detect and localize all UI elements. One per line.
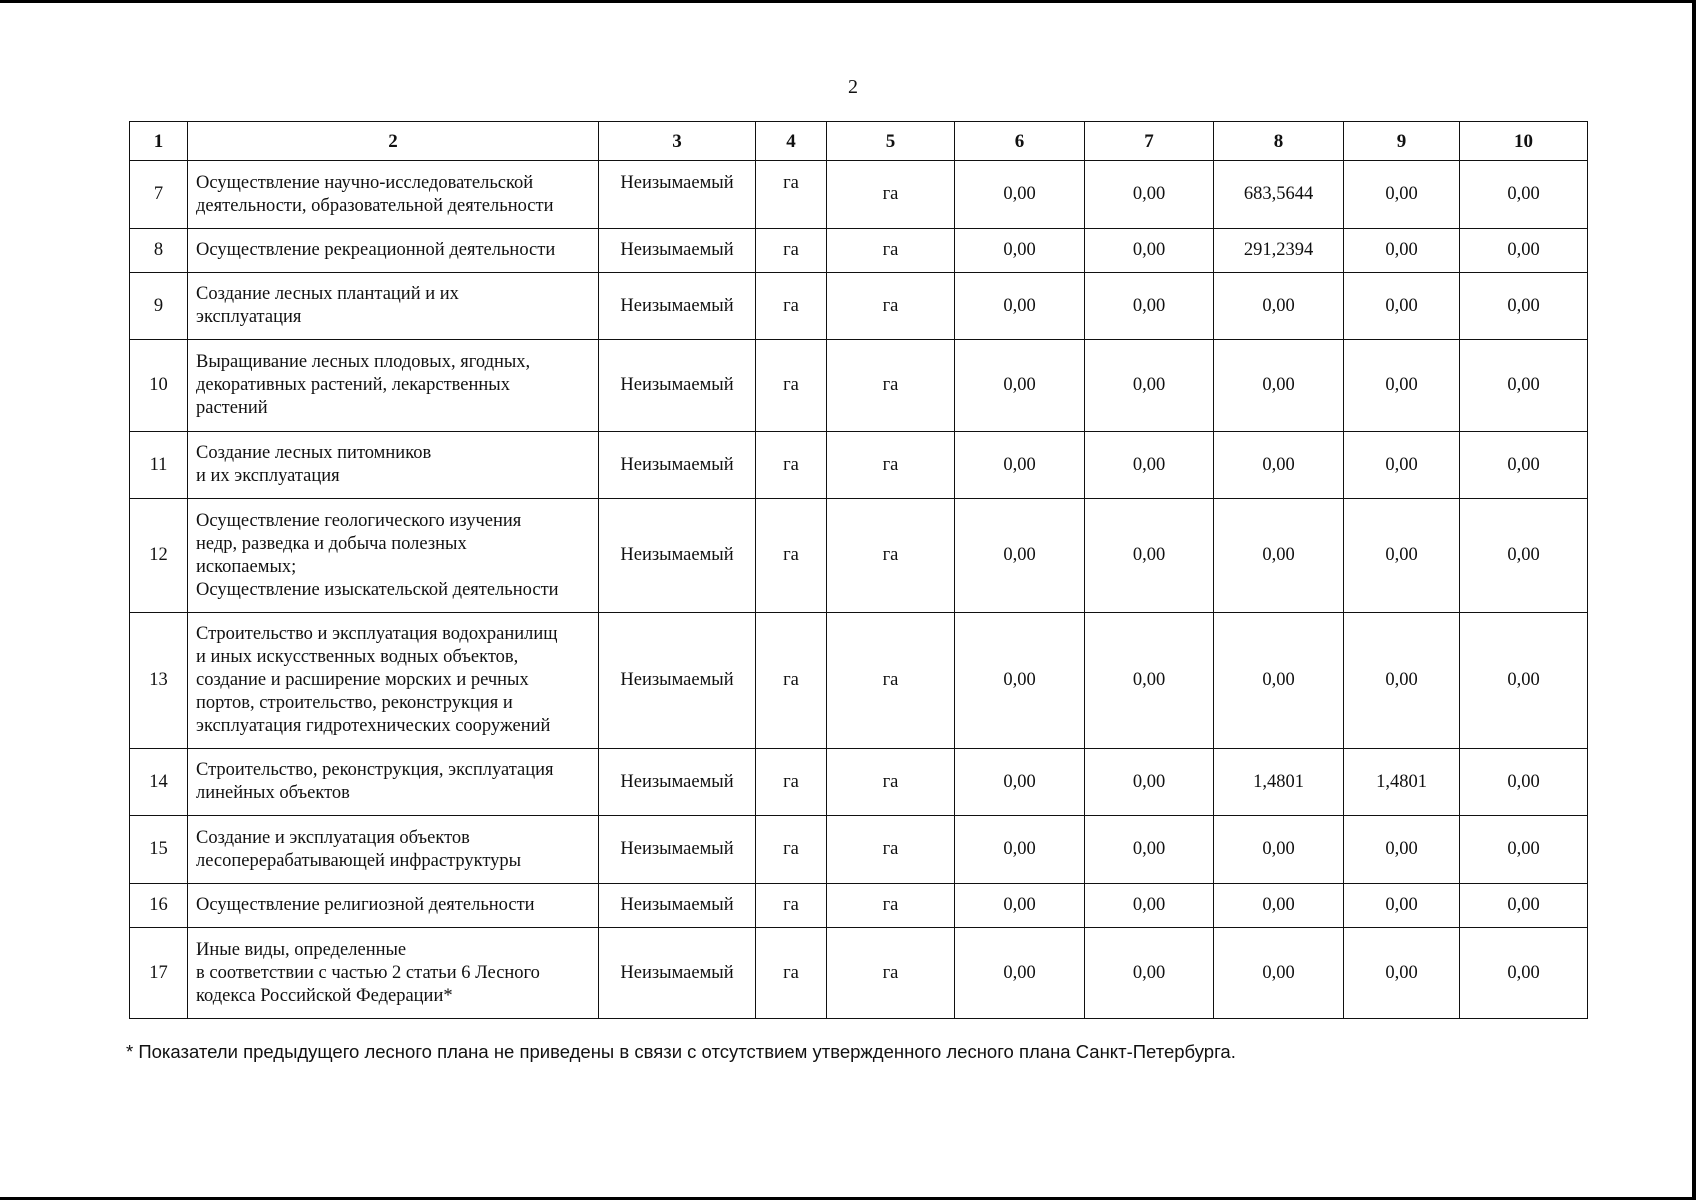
value-col8: 0,00: [1214, 273, 1344, 340]
column-header: 6: [955, 122, 1085, 161]
value-col6: 0,00: [955, 229, 1085, 273]
table-row: [130, 613, 1588, 749]
activity-name: [188, 432, 599, 499]
use-type: Неизымаемый: [599, 499, 756, 613]
value-col10: 0,00: [1460, 613, 1588, 749]
value-col7: 0,00: [1085, 340, 1214, 432]
activity-name-line: Создание лесных плантаций и их: [196, 284, 459, 304]
value-col6: 0,00: [955, 884, 1085, 928]
activity-name-line: Выращивание лесных плодовых, ягодных,: [196, 352, 531, 372]
row-number: 11: [130, 432, 188, 499]
value-col8: 291,2394: [1214, 229, 1344, 273]
row-number: 7: [130, 161, 188, 229]
value-col6: 0,00: [955, 161, 1085, 229]
value-col6: 0,00: [955, 928, 1085, 1019]
value-col7: 0,00: [1085, 161, 1214, 229]
value-col8: 683,5644: [1214, 161, 1344, 229]
row-number: 14: [130, 749, 188, 816]
value-col10: 0,00: [1460, 161, 1588, 229]
value-col10: 0,00: [1460, 884, 1588, 928]
row-number: 17: [130, 928, 188, 1019]
table-row: [130, 229, 1588, 273]
value-col10: 0,00: [1460, 499, 1588, 613]
table-row: [130, 928, 1588, 1019]
unit-col5: га: [827, 340, 955, 432]
activity-name: [188, 273, 599, 340]
value-col7: 0,00: [1085, 229, 1214, 273]
value-col7: 0,00: [1085, 884, 1214, 928]
table-row: [130, 340, 1588, 432]
activity-name: [188, 749, 599, 816]
value-col8: 1,4801: [1214, 749, 1344, 816]
value-col8: 0,00: [1214, 928, 1344, 1019]
activity-name: [188, 613, 599, 749]
row-number: 8: [130, 229, 188, 273]
value-col6: 0,00: [955, 499, 1085, 613]
value-col9: 0,00: [1344, 229, 1460, 273]
use-type: Неизымаемый: [599, 749, 756, 816]
unit-col4: га: [756, 613, 827, 749]
activity-name-line: декоративных растений, лекарственных: [196, 375, 510, 395]
unit-col5: га: [827, 884, 955, 928]
activity-name-line: создание и расширение морских и речных: [196, 670, 529, 690]
value-col8: 0,00: [1214, 340, 1344, 432]
unit-col4: га: [756, 749, 827, 816]
column-header: 1: [130, 122, 188, 161]
value-col7: 0,00: [1085, 928, 1214, 1019]
unit-col5: га: [827, 229, 955, 273]
value-col6: 0,00: [955, 432, 1085, 499]
unit-col5: га: [827, 816, 955, 884]
use-type: Неизымаемый: [599, 816, 756, 884]
activity-name: [188, 229, 599, 273]
table-row: [130, 161, 1588, 229]
activity-name: [188, 161, 599, 229]
value-col9: 0,00: [1344, 928, 1460, 1019]
value-col9: 0,00: [1344, 884, 1460, 928]
value-col7: 0,00: [1085, 432, 1214, 499]
unit-col4: га: [756, 161, 827, 229]
use-type: Неизымаемый: [599, 884, 756, 928]
unit-col4: га: [756, 432, 827, 499]
forest-use-table: [129, 121, 1588, 1019]
row-number: 12: [130, 499, 188, 613]
unit-col4: га: [756, 928, 827, 1019]
value-col9: 1,4801: [1344, 749, 1460, 816]
value-col8: 0,00: [1214, 884, 1344, 928]
activity-name-line: Создание и эксплуатация объектов: [196, 827, 470, 848]
use-type: Неизымаемый: [599, 161, 756, 229]
unit-col4: га: [756, 273, 827, 340]
value-col6: 0,00: [955, 749, 1085, 816]
use-type: Неизымаемый: [599, 928, 756, 1019]
value-col8: 0,00: [1214, 432, 1344, 499]
unit-col5: га: [827, 499, 955, 613]
column-header: 2: [188, 122, 599, 161]
activity-name-line: ископаемых;: [196, 556, 297, 577]
activity-name-line: недр, разведка и добыча полезных: [196, 533, 467, 554]
activity-name-line: Строительство и эксплуатация водохранилищ: [196, 624, 558, 644]
table-row: [130, 499, 1588, 613]
value-col6: 0,00: [955, 816, 1085, 884]
column-header: 10: [1460, 122, 1588, 161]
activity-name: [188, 816, 599, 884]
activity-name-line: в соответствии с частью 2 статьи 6 Лесного: [196, 962, 540, 983]
unit-col5: га: [827, 273, 955, 340]
table-row: [130, 884, 1588, 928]
activity-name-line: линейных объектов: [196, 783, 350, 803]
value-col8: 0,00: [1214, 613, 1344, 749]
activity-name-line: растений: [196, 398, 268, 418]
value-col9: 0,00: [1344, 613, 1460, 749]
use-type: Неизымаемый: [599, 613, 756, 749]
activity-name-line: Осуществление религиозной деятельности: [196, 895, 535, 915]
activity-name-line: и иных искусственных водных объектов,: [196, 647, 519, 667]
activity-name: [188, 499, 599, 613]
activity-name-line: эксплуатация гидротехнических сооружений: [196, 716, 551, 736]
use-type: Неизымаемый: [599, 432, 756, 499]
activity-name-line: Осуществление изыскательской деятельности: [196, 579, 559, 600]
unit-col4: га: [756, 816, 827, 884]
value-col10: 0,00: [1460, 340, 1588, 432]
activity-name: [188, 340, 599, 432]
activity-name-line: Осуществление геологического изучения: [196, 510, 522, 531]
unit-col4: га: [756, 229, 827, 273]
row-number: 13: [130, 613, 188, 749]
use-type: Неизымаемый: [599, 340, 756, 432]
value-col10: 0,00: [1460, 273, 1588, 340]
value-col10: 0,00: [1460, 432, 1588, 499]
activity-name: [188, 928, 599, 1019]
table-row: [130, 816, 1588, 884]
row-number: 9: [130, 273, 188, 340]
column-header: 4: [756, 122, 827, 161]
value-col7: 0,00: [1085, 613, 1214, 749]
activity-name-line: эксплуатация: [196, 307, 302, 327]
row-number: 15: [130, 816, 188, 884]
page-frame-top: [0, 0, 1696, 3]
value-col6: 0,00: [955, 273, 1085, 340]
activity-name-line: Осуществление рекреационной деятельности: [196, 240, 556, 260]
column-header: 9: [1344, 122, 1460, 161]
value-col7: 0,00: [1085, 499, 1214, 613]
unit-col4: га: [756, 499, 827, 613]
value-col10: 0,00: [1460, 928, 1588, 1019]
column-header: 3: [599, 122, 756, 161]
table-row: [130, 749, 1588, 816]
row-number: 10: [130, 340, 188, 432]
unit-col5: га: [827, 749, 955, 816]
value-col7: 0,00: [1085, 273, 1214, 340]
column-header: 8: [1214, 122, 1344, 161]
activity-name: [188, 884, 599, 928]
value-col8: 0,00: [1214, 816, 1344, 884]
value-col8: 0,00: [1214, 499, 1344, 613]
value-col9: 0,00: [1344, 340, 1460, 432]
value-col6: 0,00: [955, 340, 1085, 432]
value-col9: 0,00: [1344, 161, 1460, 229]
value-col7: 0,00: [1085, 816, 1214, 884]
footnote: * Показатели предыдущего лесного плана не приведены в связи с отсутствием утвержденного лесного плана Санкт-Петербурга.: [126, 1041, 1236, 1062]
unit-col4: га: [756, 340, 827, 432]
table-header-row: [130, 122, 1588, 161]
unit-col5: га: [827, 161, 955, 229]
value-col10: 0,00: [1460, 229, 1588, 273]
activity-name-line: Строительство, реконструкция, эксплуатация: [196, 760, 554, 780]
unit-col5: га: [827, 928, 955, 1019]
column-header: 5: [827, 122, 955, 161]
unit-col5: га: [827, 613, 955, 749]
table-row: [130, 432, 1588, 499]
use-type: Неизымаемый: [599, 273, 756, 340]
page-frame-right: [1692, 0, 1696, 1200]
value-col9: 0,00: [1344, 273, 1460, 340]
value-col9: 0,00: [1344, 816, 1460, 884]
activity-name-line: Осуществление научно-исследовательской: [196, 172, 534, 193]
value-col6: 0,00: [955, 613, 1085, 749]
activity-name-line: портов, строительство, реконструкция и: [196, 693, 513, 713]
unit-col4: га: [756, 884, 827, 928]
activity-name-line: и их эксплуатация: [196, 466, 340, 486]
value-col9: 0,00: [1344, 432, 1460, 499]
activity-name-line: кодекса Российской Федерации*: [196, 985, 453, 1006]
unit-col5: га: [827, 432, 955, 499]
activity-name-line: лесоперерабатывающей инфраструктуры: [196, 850, 522, 871]
value-col9: 0,00: [1344, 499, 1460, 613]
activity-name-line: Создание лесных питомников: [196, 443, 432, 463]
column-header: 7: [1085, 122, 1214, 161]
table-row: [130, 273, 1588, 340]
use-type: Неизымаемый: [599, 229, 756, 273]
activity-name-line: деятельности, образовательной деятельности: [196, 195, 554, 216]
value-col10: 0,00: [1460, 749, 1588, 816]
row-number: 16: [130, 884, 188, 928]
value-col7: 0,00: [1085, 749, 1214, 816]
value-col10: 0,00: [1460, 816, 1588, 884]
page-number: 2: [848, 76, 858, 98]
activity-name-line: Иные виды, определенные: [196, 939, 407, 960]
